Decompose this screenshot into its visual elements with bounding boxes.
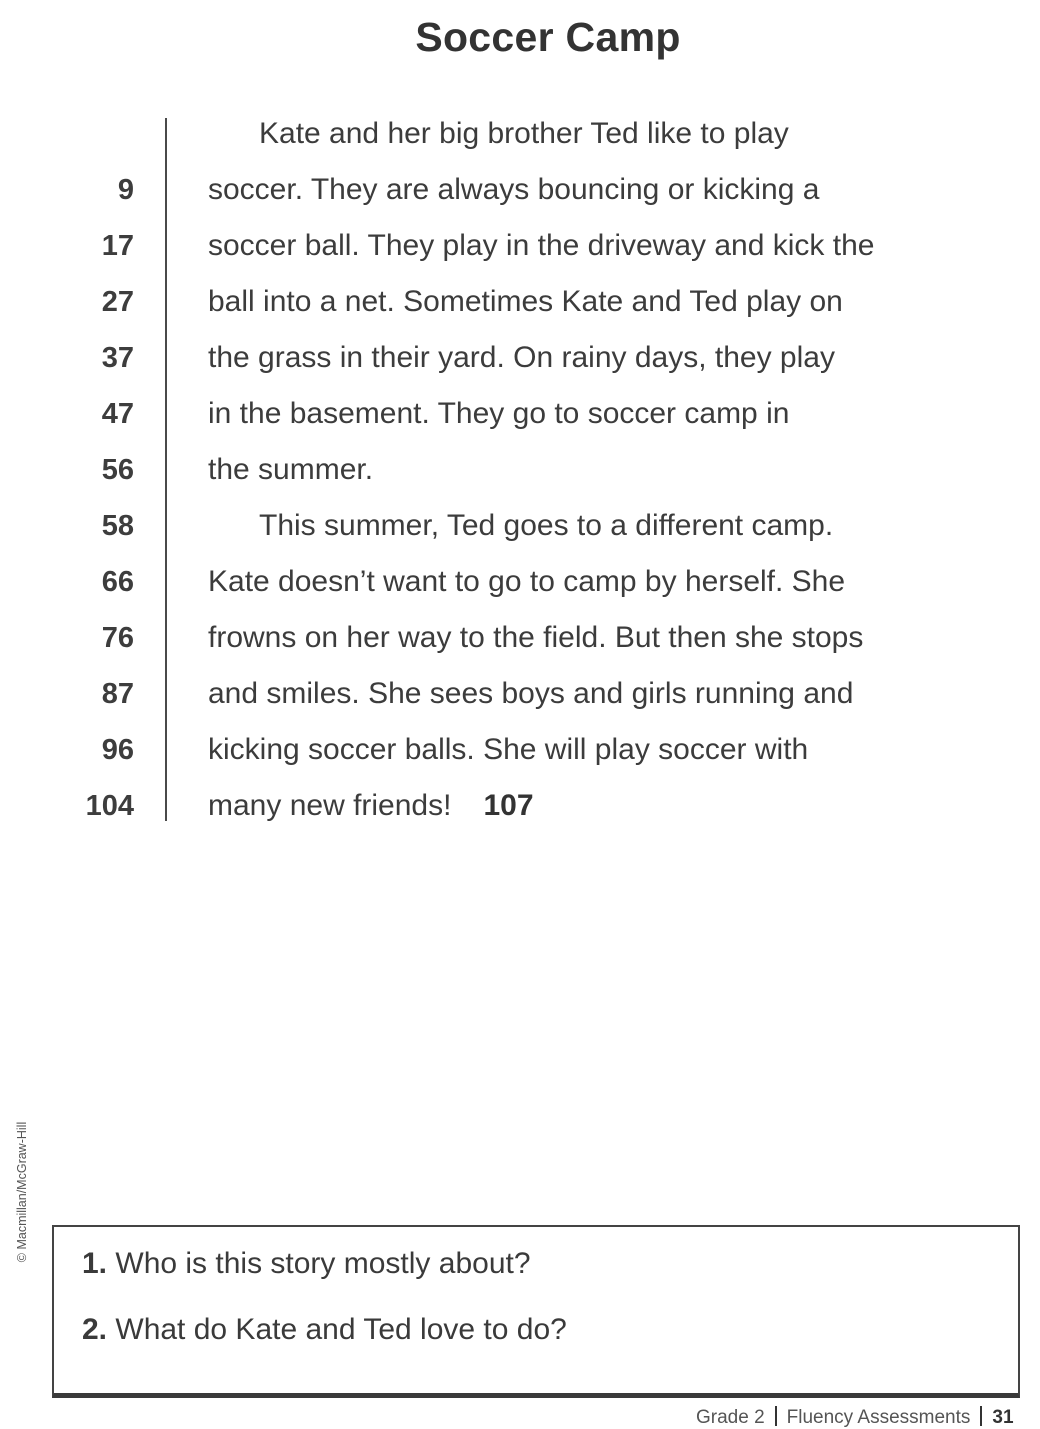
passage-line: soccer ball. They play in the driveway and kick the — [208, 229, 875, 262]
passage-line: and smiles. She sees boys and girls running and — [208, 677, 854, 710]
word-count: 37 — [101, 342, 134, 374]
passage-line: This summer, Ted goes to a different camp. — [259, 509, 834, 542]
word-count — [60, 106, 134, 162]
footer-separator — [980, 1406, 982, 1426]
word-count: 9 — [117, 174, 134, 206]
word-count: 66 — [101, 566, 134, 598]
passage-line: the grass in their yard. On rainy days, they play — [208, 341, 835, 374]
question-number: 1. — [82, 1247, 108, 1280]
footer-section: Fluency Assessments — [786, 1407, 971, 1428]
word-count: 87 — [101, 678, 134, 710]
passage-line: soccer. They are always bouncing or kicking a — [208, 173, 820, 206]
footer-grade: Grade 2 — [696, 1407, 765, 1428]
word-count: 17 — [101, 230, 134, 262]
word-count: 47 — [101, 398, 134, 430]
page-footer — [696, 1406, 1014, 1429]
page-title: Soccer Camp — [415, 14, 681, 60]
passage-line: in the basement. They go to soccer camp in — [208, 397, 790, 430]
question-text: What do Kate and Ted love to do? — [115, 1313, 567, 1346]
copyright-notice: © Macmillan/McGraw-Hill — [15, 1121, 29, 1263]
passage-line: Kate doesn’t want to go to camp by herself. She — [208, 565, 846, 598]
page-number: 31 — [992, 1407, 1014, 1428]
passage-line: ball into a net. Sometimes Kate and Ted play on — [208, 285, 843, 318]
passage-line-last — [208, 778, 1008, 834]
word-count: 104 — [85, 790, 134, 822]
word-count: 58 — [101, 510, 134, 542]
word-count: 76 — [101, 622, 134, 654]
passage-line: frowns on her way to the field. But then she stops — [208, 621, 864, 654]
questions-box — [52, 1225, 1020, 1398]
passage-line: Kate and her big brother Ted like to play — [259, 117, 789, 150]
reading-passage — [208, 106, 1008, 834]
question-1 — [82, 1247, 531, 1281]
question-2 — [82, 1313, 567, 1347]
passage-line: kicking soccer balls. She will play soccer with — [208, 733, 809, 766]
divider-line — [165, 118, 167, 821]
word-count-column — [60, 106, 134, 834]
question-text: Who is this story mostly about? — [115, 1247, 531, 1280]
word-count: 56 — [101, 454, 134, 486]
question-number: 2. — [82, 1313, 108, 1346]
passage-line-text: many new friends! — [208, 789, 452, 822]
word-count: 27 — [101, 286, 134, 318]
word-count: 96 — [101, 734, 134, 766]
total-word-count: 107 — [483, 789, 534, 822]
passage-line: the summer. — [208, 453, 374, 486]
footer-separator — [775, 1406, 777, 1426]
